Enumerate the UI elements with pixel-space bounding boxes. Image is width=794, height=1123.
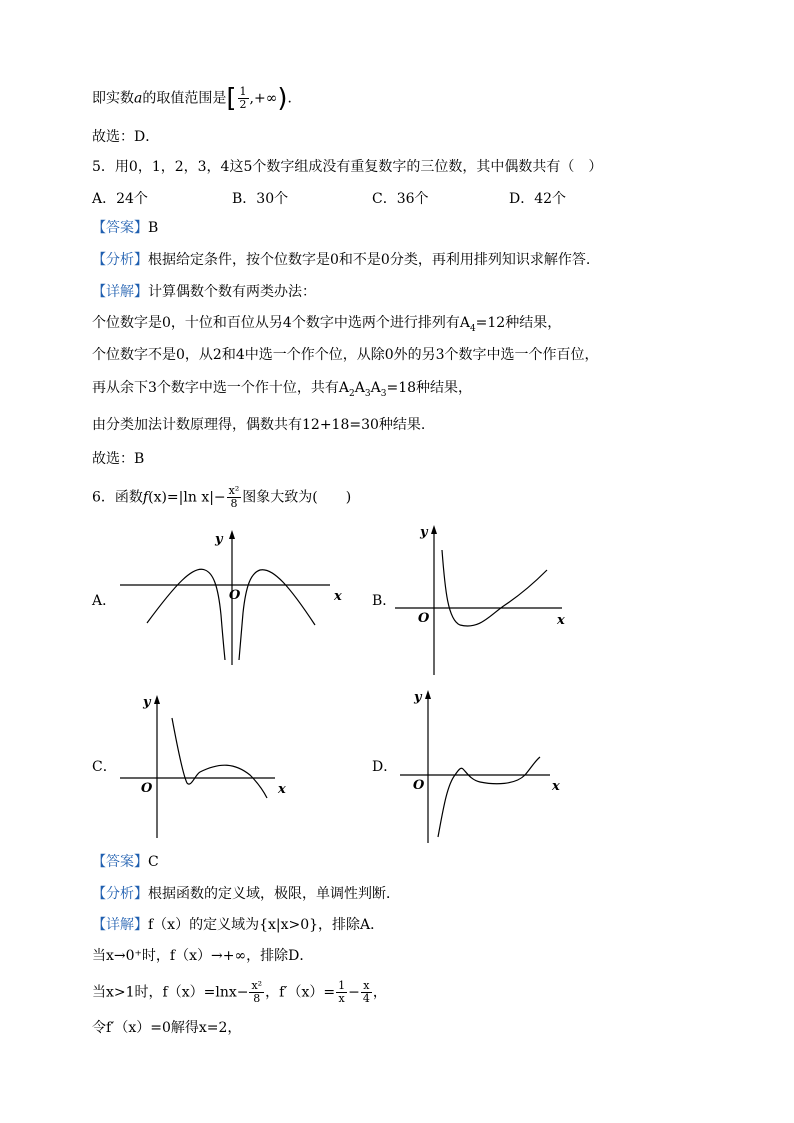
- y-label: y: [414, 690, 422, 705]
- y-label: y: [143, 695, 151, 710]
- q5-option-b[interactable]: B．30个: [232, 191, 289, 207]
- fraction-half: $\frac{1}{2}$: [239, 85, 247, 111]
- curve-right: [239, 570, 315, 660]
- y-arrow: [154, 695, 160, 704]
- graph-a: [115, 525, 350, 670]
- fraction: $\frac{x}{4}$: [362, 979, 370, 1005]
- var-a: a: [134, 90, 143, 107]
- q5-detail: [92, 282, 316, 302]
- answer-tag: 【答案】: [92, 854, 148, 870]
- q5-end: 故选：B: [92, 451, 145, 467]
- choose-d: 故选：D．: [92, 129, 160, 145]
- y-arrow: [431, 525, 437, 534]
- q5-detail-line1: 个位数字是0，十位和百位从另4个数字中选两个进行排列有$A_4=12$种结果，: [92, 315, 562, 334]
- q6-option-d[interactable]: D．: [372, 759, 398, 775]
- curve: [442, 550, 547, 626]
- x-label: x: [334, 589, 342, 604]
- fraction: $\frac{1}{x}$: [338, 979, 346, 1005]
- q5-stem: 5．用0，1，2，3，4这5个数字组成没有重复数字的三位数，其中偶数共有（ ）: [92, 159, 603, 175]
- q5-option-c[interactable]: C．36个: [372, 191, 429, 207]
- text: 的取值范围是: [142, 90, 227, 107]
- detail-text: f（x）的定义域为{x|x>0}，排除A．: [148, 917, 385, 933]
- analysis-tag: 【分析】: [92, 252, 148, 268]
- q6-step3: 令f′（x）=0解得x=2，: [92, 1020, 242, 1036]
- range-line: 即实数a的取值范围是[ $\frac{1}{2}$ ,+∞)．: [92, 83, 302, 114]
- q5-option-d[interactable]: D．42个: [509, 191, 567, 207]
- y-arrow: [425, 690, 431, 699]
- q6-stem: 6．函数f(x)=|ln x|− $\frac{\text{x²}}{8}$ 图象大致为( ): [92, 484, 352, 510]
- curve: [172, 718, 267, 798]
- q6-step2: 当x>1时，f（x）=lnx− $\frac{\text{x²}}{8}$ ，f′（x）= $\frac{1}{x}$ − $\frac{x}{4}$ ，: [92, 979, 387, 1005]
- q6-step1: 当x→0⁺时，f（x）→+∞，排除D．: [92, 948, 314, 964]
- analysis-text: 根据给定条件，按个位数字是0和不是0分类，再利用排列知识求解作答.: [148, 252, 591, 268]
- text: 即实数: [92, 90, 134, 107]
- q6-option-a[interactable]: A．: [92, 593, 117, 609]
- q5-detail-line2: 个位数字不是0，从2和4中选一个作个位，从除0外的另3个数字中选一个作百位，: [92, 347, 599, 363]
- bracket-open: [: [226, 83, 237, 114]
- x-label: x: [552, 779, 560, 794]
- origin-label: O: [413, 778, 425, 793]
- origin-label: O: [229, 588, 241, 603]
- curve: [438, 757, 540, 837]
- answer-tag: 【答案】: [92, 220, 148, 236]
- origin-label: O: [141, 781, 153, 796]
- q5-answer: [92, 218, 158, 238]
- detail-text: 计算偶数个数有两类办法：: [148, 284, 316, 300]
- q5-analysis: [92, 250, 590, 270]
- text: ,+∞: [249, 90, 278, 107]
- q6-option-c[interactable]: C．: [92, 759, 117, 775]
- q6-option-b[interactable]: B．: [372, 593, 397, 609]
- graph-c: [115, 690, 295, 840]
- q6-analysis: [92, 884, 400, 904]
- answer-value: C: [148, 854, 159, 870]
- graph-b: [390, 520, 575, 680]
- paren-close: ): [277, 83, 288, 114]
- origin-label: O: [418, 611, 430, 626]
- q5-detail-line3: 再从余下3个数字中选一个作十位，共有$A_2A_3A_3=18$种结果，: [92, 380, 473, 399]
- y-label: y: [215, 532, 223, 547]
- detail-tag: 【详解】: [92, 284, 148, 300]
- analysis-text: 根据函数的定义域，极限，单调性判断．: [148, 886, 400, 902]
- q5-detail-line4: 由分类加法计数原理得，偶数共有12+18=30种结果.: [92, 417, 426, 433]
- x-label: x: [278, 782, 286, 797]
- detail-tag: 【详解】: [92, 917, 148, 933]
- q5-option-a[interactable]: A．24个: [92, 191, 148, 207]
- q6-answer: [92, 852, 159, 872]
- x-label: x: [557, 613, 565, 628]
- graph-d: [395, 685, 570, 845]
- analysis-tag: 【分析】: [92, 886, 148, 902]
- curve-left: [147, 569, 225, 660]
- answer-value: B: [148, 220, 159, 236]
- y-arrow: [229, 530, 235, 539]
- fraction-x2-8: $\frac{\text{x²}}{8}$: [228, 484, 240, 510]
- q6-detail: [92, 915, 384, 935]
- y-label: y: [420, 525, 428, 540]
- fraction: $\frac{\text{x²}}{8}$: [251, 979, 263, 1005]
